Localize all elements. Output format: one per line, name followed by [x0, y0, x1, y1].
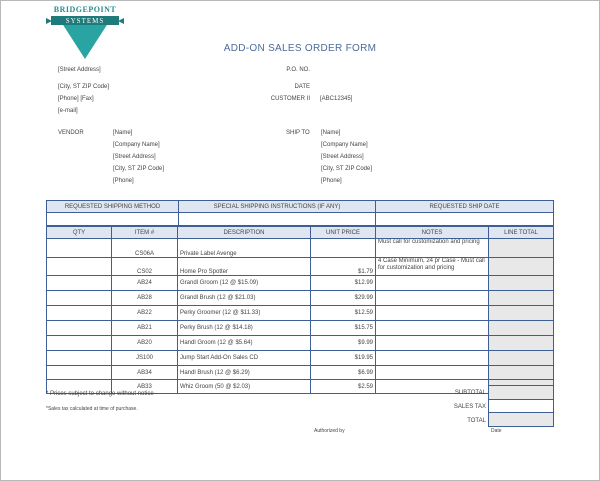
item-number-cell: AB34	[112, 366, 178, 380]
customer-id-value[interactable]: [ABC12345]	[320, 96, 353, 102]
line-total-cell	[489, 321, 554, 336]
line-total-cell	[489, 239, 554, 258]
shipping-header-row	[47, 201, 554, 213]
vendor-label: VENDOR	[58, 130, 84, 136]
item-number-cell: AB28	[112, 291, 178, 306]
description-cell: Home Pro Spotter	[178, 258, 311, 276]
item-number-cell: CS02	[112, 258, 178, 276]
vendor-phone[interactable]: [Phone]	[113, 178, 134, 184]
sales-tax-label: SALES TAX	[453, 404, 486, 410]
ship-to-company[interactable]: [Company Name]	[321, 142, 368, 148]
table-row	[47, 239, 554, 258]
notes-cell	[376, 351, 489, 366]
notes-cell	[376, 291, 489, 306]
item-number-header: ITEM #	[112, 227, 178, 239]
notes-cell	[376, 366, 489, 380]
ship-to-city[interactable]: [City, ST ZIP Code]	[321, 166, 373, 172]
description-cell: Jump Start Add-On Sales CD	[178, 351, 311, 366]
line-total-cell	[489, 306, 554, 321]
total-label: TOTAL	[467, 418, 486, 424]
shipping-instructions-cell[interactable]	[179, 213, 376, 226]
description-cell: Perky Groomer (12 @ $11.33)	[178, 306, 311, 321]
po-number-label: P.O. NO.	[286, 67, 310, 73]
table-row	[47, 258, 554, 276]
qty-cell[interactable]	[47, 351, 112, 366]
shipping-method-header: REQUESTED SHIPPING METHOD	[47, 201, 179, 213]
unit-price-cell: $1.79	[311, 258, 376, 276]
vendor-city[interactable]: [City, ST ZIP Code]	[113, 166, 165, 172]
notes-cell: Must call for customization and pricing	[376, 239, 489, 258]
ship-to-phone[interactable]: [Phone]	[321, 178, 342, 184]
unit-price-cell: $19.95	[311, 351, 376, 366]
company-street[interactable]: [Street Address]	[58, 67, 101, 73]
notes-cell	[376, 276, 489, 291]
description-cell: Grandl Groom (12 @ $15.09)	[178, 276, 311, 291]
shipping-table	[46, 200, 554, 226]
qty-cell[interactable]	[47, 366, 112, 380]
description-header: DESCRIPTION	[178, 227, 311, 239]
notes-cell	[376, 306, 489, 321]
qty-cell[interactable]	[47, 258, 112, 276]
ship-date-header: REQUESTED SHIP DATE	[376, 201, 554, 213]
table-row	[47, 366, 554, 380]
vendor-name[interactable]: [Name]	[113, 130, 133, 136]
company-city[interactable]: [City, ST ZIP Code]	[58, 84, 110, 90]
items-header-row	[47, 227, 554, 239]
qty-header: QTY	[47, 227, 112, 239]
shipping-method-cell[interactable]	[47, 213, 179, 226]
description-cell: Perky Brush (12 @ $14.18)	[178, 321, 311, 336]
table-row	[47, 336, 554, 351]
vendor-company[interactable]: [Company Name]	[113, 142, 160, 148]
table-row	[47, 306, 554, 321]
svg-text:SYSTEMS: SYSTEMS	[65, 17, 105, 25]
vendor-street[interactable]: [Street Address]	[113, 154, 156, 160]
subtotal-value	[488, 385, 554, 400]
unit-price-cell: $9.99	[311, 336, 376, 351]
price-change-note: * Prices subject to change without notice	[46, 391, 154, 397]
date-label: DATE	[294, 84, 310, 90]
unit-price-cell: $29.99	[311, 291, 376, 306]
line-total-cell	[489, 291, 554, 306]
description-cell: Handl Brush (12 @ $6.29)	[178, 366, 311, 380]
customer-id-label: CUSTOMER II	[270, 96, 310, 102]
line-total-header: LINE TOTAL	[489, 227, 554, 239]
line-total-cell	[489, 336, 554, 351]
table-row	[47, 291, 554, 306]
qty-cell[interactable]	[47, 239, 112, 258]
unit-price-cell: $15.75	[311, 321, 376, 336]
unit-price-cell	[311, 239, 376, 258]
subtotal-label: SUBTOTAL	[454, 390, 486, 396]
item-number-cell: JS100	[112, 351, 178, 366]
qty-cell[interactable]	[47, 306, 112, 321]
unit-price-cell: $12.59	[311, 306, 376, 321]
authorized-by-label: Authorized by	[314, 428, 345, 434]
company-phone-fax[interactable]: [Phone] [Fax]	[58, 96, 94, 102]
description-cell: Whiz Groom (50 @ $2.03)	[178, 380, 311, 394]
total-value	[488, 412, 554, 427]
qty-cell[interactable]	[47, 276, 112, 291]
unit-price-cell: $12.99	[311, 276, 376, 291]
item-number-cell: AB22	[112, 306, 178, 321]
notes-cell: 4 Case Minimum, 24 pr Case - Must call for customization and pricing	[376, 258, 489, 276]
sales-tax-note: *Sales tax calculated at time of purchase.	[46, 406, 138, 412]
signature-date-label: Date	[491, 428, 502, 434]
item-number-cell: AB21	[112, 321, 178, 336]
notes-cell	[376, 336, 489, 351]
sales-tax-value[interactable]	[488, 399, 554, 413]
ship-to-name[interactable]: [Name]	[321, 130, 341, 136]
qty-cell[interactable]	[47, 336, 112, 351]
shipping-value-row	[47, 213, 554, 226]
page-title: ADD-ON SALES ORDER FORM	[223, 43, 377, 54]
qty-cell[interactable]	[47, 321, 112, 336]
item-number-cell: AB33	[112, 380, 178, 394]
ship-date-cell[interactable]	[376, 213, 554, 226]
unit-price-cell: $6.99	[311, 366, 376, 380]
table-row	[47, 321, 554, 336]
notes-header: NOTES	[376, 227, 489, 239]
company-email[interactable]: [e-mail]	[58, 108, 78, 114]
notes-cell	[376, 321, 489, 336]
unit-price-cell: $2.59	[311, 380, 376, 394]
unit-price-header: UNIT PRICE	[311, 227, 376, 239]
description-cell: Handl Groom (12 @ $5.64)	[178, 336, 311, 351]
logo-brand-text: BRIDGEPOINT	[53, 5, 117, 14]
description-cell: Grandl Brush (12 @ $21.03)	[178, 291, 311, 306]
line-total-cell	[489, 351, 554, 366]
item-number-cell: AB24	[112, 276, 178, 291]
description-cell: Private Label Avenge	[178, 239, 311, 258]
table-row	[47, 351, 554, 366]
logo-triangle-icon	[40, 13, 130, 63]
line-total-cell	[489, 258, 554, 276]
item-number-cell: AB20	[112, 336, 178, 351]
line-total-cell	[489, 366, 554, 380]
items-table	[46, 226, 554, 394]
table-row	[47, 276, 554, 291]
shipping-instructions-header: SPECIAL SHIPPING INSTRUCTIONS (IF ANY)	[179, 201, 376, 213]
line-total-cell	[489, 276, 554, 291]
ship-to-street[interactable]: [Street Address]	[321, 154, 364, 160]
item-number-cell: CS06A	[112, 239, 178, 258]
qty-cell[interactable]	[47, 291, 112, 306]
ship-to-label: SHIP TO	[286, 130, 310, 136]
